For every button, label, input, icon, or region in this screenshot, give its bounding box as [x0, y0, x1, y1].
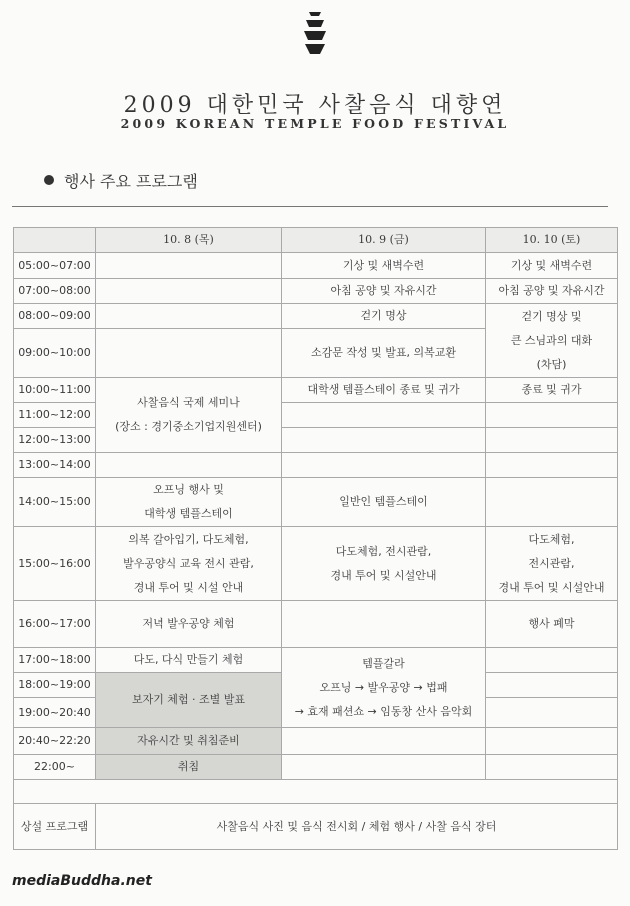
event-cell: 저녁 발우공양 체험 [96, 601, 282, 648]
empty-cell [486, 673, 618, 698]
time-cell: 15:00~16:00 [14, 527, 96, 601]
time-cell: 14:00~15:00 [14, 478, 96, 527]
bowl-stack-logo [300, 10, 330, 56]
empty-cell [282, 755, 486, 780]
event-line: 발우공양식 교육 전시 관람, [123, 556, 254, 570]
event-cell: 아침 공양 및 자유시간 [282, 279, 486, 304]
event-line: 경내 투어 및 시설 안내 [133, 580, 244, 594]
empty-cell [486, 728, 618, 755]
table-row [14, 648, 618, 673]
day-header: 10. 9 (금) [282, 228, 486, 253]
section-heading [44, 169, 198, 192]
time-cell: 10:00~11:00 [14, 378, 96, 403]
time-cell: 05:00~07:00 [14, 253, 96, 279]
empty-cell [96, 253, 282, 279]
event-line: 사찰음식 국제 세미나 [137, 396, 240, 409]
event-cell [486, 304, 618, 378]
event-cell [282, 527, 486, 601]
event-cell: 보자기 체험 · 조별 발표 [96, 673, 282, 728]
event-line: (장소 : 경기중소기업지원센터) [115, 420, 262, 433]
table-row [14, 279, 618, 304]
event-cell: 다도, 다식 만들기 체험 [96, 648, 282, 673]
permanent-row [14, 804, 618, 850]
time-cell: 20:40~22:20 [14, 728, 96, 755]
event-line: 걷기 명상 및 [521, 309, 582, 323]
table-row [14, 601, 618, 648]
event-cell: 기상 및 새벽수련 [486, 253, 618, 279]
title-english: 2009 KOREAN TEMPLE FOOD FESTIVAL [120, 116, 510, 131]
permanent-programs: 사찰음식 사진 및 음식 전시회 / 체험 행사 / 사찰 음식 장터 [96, 804, 618, 850]
time-cell: 08:00~09:00 [14, 304, 96, 329]
empty-cell [486, 403, 618, 428]
time-cell: 07:00~08:00 [14, 279, 96, 304]
event-cell: 소감문 작성 및 발표, 의복교환 [282, 329, 486, 378]
table-row [14, 378, 618, 403]
event-line: 경내 투어 및 시설안내 [498, 580, 605, 594]
empty-cell [96, 329, 282, 378]
event-cell: 행사 폐막 [486, 601, 618, 648]
section-heading-text: 행사 주요 프로그램 [64, 172, 198, 191]
event-cell: 자유시간 및 취침준비 [96, 728, 282, 755]
empty-cell [282, 601, 486, 648]
empty-cell [486, 453, 618, 478]
time-cell: 19:00~20:40 [14, 698, 96, 728]
event-cell: 기상 및 새벽수련 [282, 253, 486, 279]
event-cell [96, 478, 282, 527]
event-cell [96, 527, 282, 601]
table-row [14, 304, 618, 329]
empty-cell [282, 428, 486, 453]
table-row [14, 253, 618, 279]
event-cell: 일반인 템플스테이 [282, 478, 486, 527]
event-line: (차담) [536, 357, 567, 371]
divider [12, 206, 608, 207]
day-header: 10. 10 (토) [486, 228, 618, 253]
table-row [14, 755, 618, 780]
time-cell: 13:00~14:00 [14, 453, 96, 478]
event-line: 대학생 템플스테이 [144, 507, 233, 520]
event-line: → 효재 패션쇼 → 임동창 산사 음악회 [294, 704, 473, 718]
empty-cell [14, 780, 618, 804]
event-line: 큰 스님과의 대화 [510, 333, 593, 347]
empty-cell [486, 698, 618, 728]
empty-cell [96, 279, 282, 304]
table-row [14, 728, 618, 755]
spacer-row [14, 780, 618, 804]
empty-cell [96, 304, 282, 329]
table-row [14, 453, 618, 478]
table-row [14, 478, 618, 527]
time-cell: 12:00~13:00 [14, 428, 96, 453]
event-line: 전시관람, [528, 556, 575, 570]
time-cell: 18:00~19:00 [14, 673, 96, 698]
time-cell: 09:00~10:00 [14, 329, 96, 378]
event-cell: 취침 [96, 755, 282, 780]
empty-cell [282, 403, 486, 428]
event-line: 템플갈라 [362, 656, 405, 670]
empty-cell [282, 453, 486, 478]
corner-cell [14, 228, 96, 253]
event-cell: 걷기 명상 [282, 304, 486, 329]
time-cell: 22:00~ [14, 755, 96, 780]
empty-cell [96, 453, 282, 478]
watermark: mediaBuddha.net [12, 873, 152, 889]
event-line: 다도체험, [528, 532, 575, 546]
header-row [14, 228, 618, 253]
event-line: 오프닝 → 발우공양 → 법패 [319, 680, 448, 694]
event-cell: 대학생 템플스테이 종료 및 귀가 [282, 378, 486, 403]
table-row [14, 527, 618, 601]
schedule-table [13, 227, 618, 850]
permanent-label: 상설 프로그램 [14, 804, 96, 850]
empty-cell [282, 728, 486, 755]
time-cell: 16:00~17:00 [14, 601, 96, 648]
event-line: 경내 투어 및 시설안내 [330, 568, 437, 582]
event-cell [282, 648, 486, 728]
event-cell [96, 378, 282, 453]
time-cell: 11:00~12:00 [14, 403, 96, 428]
event-line: 의복 갈아입기, 다도체험, [128, 532, 249, 546]
empty-cell [486, 428, 618, 453]
empty-cell [486, 755, 618, 780]
event-cell: 아침 공양 및 자유시간 [486, 279, 618, 304]
bullet-icon [44, 175, 54, 185]
event-cell [486, 527, 618, 601]
event-line: 다도체험, 전시관람, [335, 544, 432, 558]
time-cell: 17:00~18:00 [14, 648, 96, 673]
event-line: 오프닝 행사 및 [153, 483, 224, 496]
title-korean: 2009 대한민국 사찰음식 대향연 [123, 93, 507, 118]
day-header: 10. 8 (목) [96, 228, 282, 253]
empty-cell [486, 648, 618, 673]
event-cell: 종료 및 귀가 [486, 378, 618, 403]
empty-cell [486, 478, 618, 527]
